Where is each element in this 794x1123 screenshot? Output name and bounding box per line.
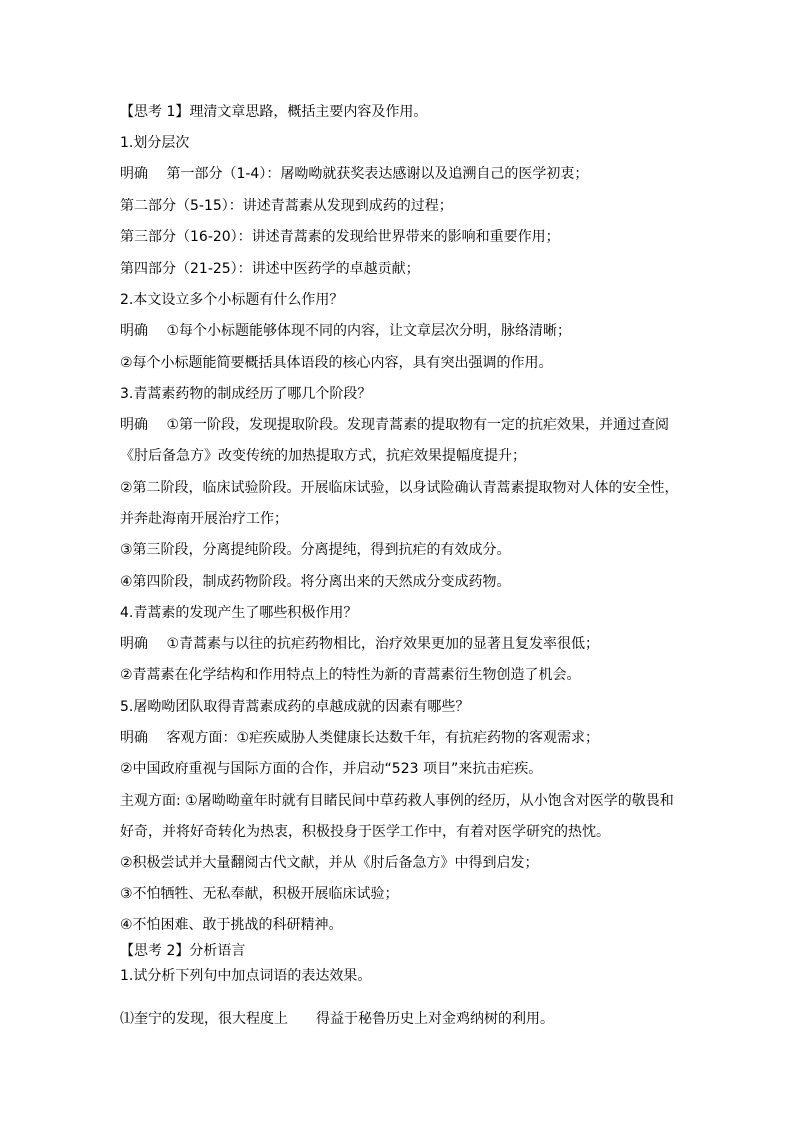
answer-line: 主观方面: ①屠呦呦童年时就有目睹民间中草药救人事例的经历，从小饱含对医学的敬畏和 (120, 793, 674, 809)
section-heading: 【思考 2】分析语言 (120, 943, 246, 959)
subheading: 1.划分层次 (120, 135, 190, 151)
subheading: 1.试分析下列句中加点词语的表达效果。 (120, 968, 372, 984)
answer-line: 明确 ①第一阶段，发现提取阶段。发现青蒿素的提取物有一定的抗疟效果，并通过查阅 (120, 417, 669, 433)
answer-line: 明确 客观方面：①疟疾威胁人类健康长达数千年，有抗疟药物的客观需求； (120, 730, 599, 746)
answer-line: ④第四阶段，制成药物阶段。将分离出来的天然成分变成药物。 (120, 574, 511, 590)
answer-line: ③不怕牺牲、无私奉献，积极开展临床试验； (120, 886, 399, 902)
answer-line: ④不怕困难、敢于挑战的科研精神。 (120, 917, 343, 933)
subheading: 5.屠呦呦团队取得青蒿素成药的卓越成就的因素有哪些？ (120, 699, 470, 715)
answer-line: ③第三阶段，分离提纯阶段。分离提纯，得到抗疟的有效成分。 (120, 542, 511, 558)
answer-line: ②青蒿素在化学结构和作用特点上的特性为新的青蒿素衍生物创造了机会。 (120, 667, 581, 683)
section-heading: 【思考 1】理清文章思路，概括主要内容及作用。 (120, 104, 428, 120)
answer-line: 好奇，并将好奇转化为热衷，积极投身于医学工作中，有着对医学研究的热忱。 (120, 824, 610, 840)
answer-line: 第四部分（21-25）：讲述中医药学的卓越贡献； (120, 261, 420, 277)
question-line: ⑴奎宁的发现，很大程度上 得益于秘鲁历史上对金鸡纳树的利用。 (120, 1011, 554, 1027)
answer-line: ②中国政府重视与国际方面的合作，并启动“523 项目”来抗击疟疾。 (120, 761, 543, 777)
subheading: 3.青蒿素药物的制成经历了哪几个阶段？ (120, 386, 372, 402)
answer-line: 并奔赴海南开展治疗工作； (120, 511, 288, 527)
subheading: 4.青蒿素的发现产生了哪些积极作用？ (120, 605, 358, 621)
answer-line: 《肘后备急方》改变传统的加热提取方式，抗疟效果提幅度提升； (120, 448, 526, 464)
answer-line: 明确 ①青蒿素与以往的抗疟药物相比，治疗效果更加的显著且复发率很低； (120, 636, 599, 652)
answer-line: 第二部分（5-15）：讲述青蒿素从发现到成药的过程； (120, 198, 453, 214)
answer-line: ②第二阶段，临床试验阶段。开展临床试验，以身试险确认青蒿素提取物对人体的安全性， (120, 480, 679, 496)
answer-line: ②每个小标题能简要概括具体语段的核心内容，具有突出强调的作用。 (120, 355, 553, 371)
subheading: 2.本文设立多个小标题有什么作用？ (120, 292, 344, 308)
answer-line: 明确 第一部分（1-4）：屠呦呦就获奖表达感谢以及追溯自己的医学初衷； (120, 166, 589, 182)
answer-line: 第三部分（16-20）：讲述青蒿素的发现给世界带来的影响和重要作用； (120, 229, 560, 245)
answer-line: ②积极尝试并大量翻阅古代文献，并从《肘后备急方》中得到启发； (120, 855, 539, 871)
answer-line: 明确 ①每个小标题能够体现不同的内容，让文章层次分明，脉络清晰； (120, 323, 571, 339)
